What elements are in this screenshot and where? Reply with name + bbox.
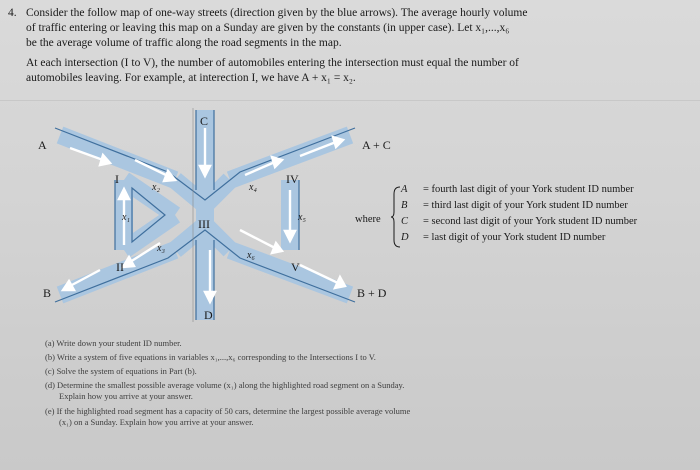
question-d: (d) Determine the smallest possible average volume (x₁) along the highlighted road segment on a Sunday. <box>45 380 405 390</box>
road-network-diagram <box>0 100 700 330</box>
traffic-map <box>0 100 700 330</box>
legend-where-label: where <box>355 214 381 225</box>
legend-row-b: B = third last digit of your York student ID number <box>401 200 628 211</box>
problem-line: of traffic entering or leaving this map on a Sunday are given by the constants (in upper case). Let x₁,...,x₆ <box>26 22 510 34</box>
question-e-continued: (x₁) on a Sunday. Explain how you arrive at your answer. <box>59 417 254 427</box>
question-a: (a) Write down your student ID number. <box>45 338 182 348</box>
variable-label-x2: x₂ <box>152 182 160 193</box>
problem-line: At each intersection (I to V), the number of automobiles entering the intersection must equal the number of <box>26 57 519 69</box>
variable-label-x4: x₄ <box>249 182 257 193</box>
question-d-continued: Explain how you arrive at your answer. <box>59 391 193 401</box>
variable-label-x5: x₅ <box>298 212 306 223</box>
problem-number: 4. <box>8 7 17 19</box>
variable-label-x3: x₃ <box>157 243 165 254</box>
question-e: (e) If the highlighted road segment has a capacity of 50 cars, determine the largest possible average volume <box>45 406 411 416</box>
legend-brace <box>391 186 401 248</box>
variable-label-x1: x₁ <box>122 212 130 223</box>
variable-label-x6: x₆ <box>247 250 255 261</box>
entry-label-a: A <box>38 138 47 152</box>
entry-label-c: C <box>200 114 209 128</box>
problem-line: automobiles leaving. For example, at interection I, we have A + x₁ = x₂. <box>26 72 356 84</box>
question-b: (b) Write a system of five equations in variables x₁,...,x₆ corresponding to the Intersections I to V. <box>45 352 376 362</box>
problem-line: be the average volume of traffic along the road segments in the map. <box>26 37 342 49</box>
legend-row-c: C = second last digit of your York student ID number <box>401 216 638 227</box>
intersection-label-i: I <box>115 172 119 186</box>
legend-row-d: D = last digit of your York student ID number <box>401 232 606 243</box>
exit-label-a-plus-c: A + C <box>362 138 391 152</box>
question-c: (c) Solve the system of equations in Part (b). <box>45 366 197 376</box>
intersection-label-ii: II <box>116 260 124 274</box>
intersection-label-iv: IV <box>286 172 299 186</box>
intersection-label-iii: III <box>198 217 210 231</box>
intersection-label-v: V <box>291 260 300 274</box>
legend-row-a: A = fourth last digit of your York student ID number <box>401 184 634 195</box>
problem-line: Consider the follow map of one-way streets (direction given by the blue arrows). The average hourly volume <box>26 7 528 19</box>
exit-label-b: B <box>43 286 52 300</box>
entry-label-b-plus-d: B + D <box>357 286 387 300</box>
exit-label-d: D <box>204 308 213 322</box>
